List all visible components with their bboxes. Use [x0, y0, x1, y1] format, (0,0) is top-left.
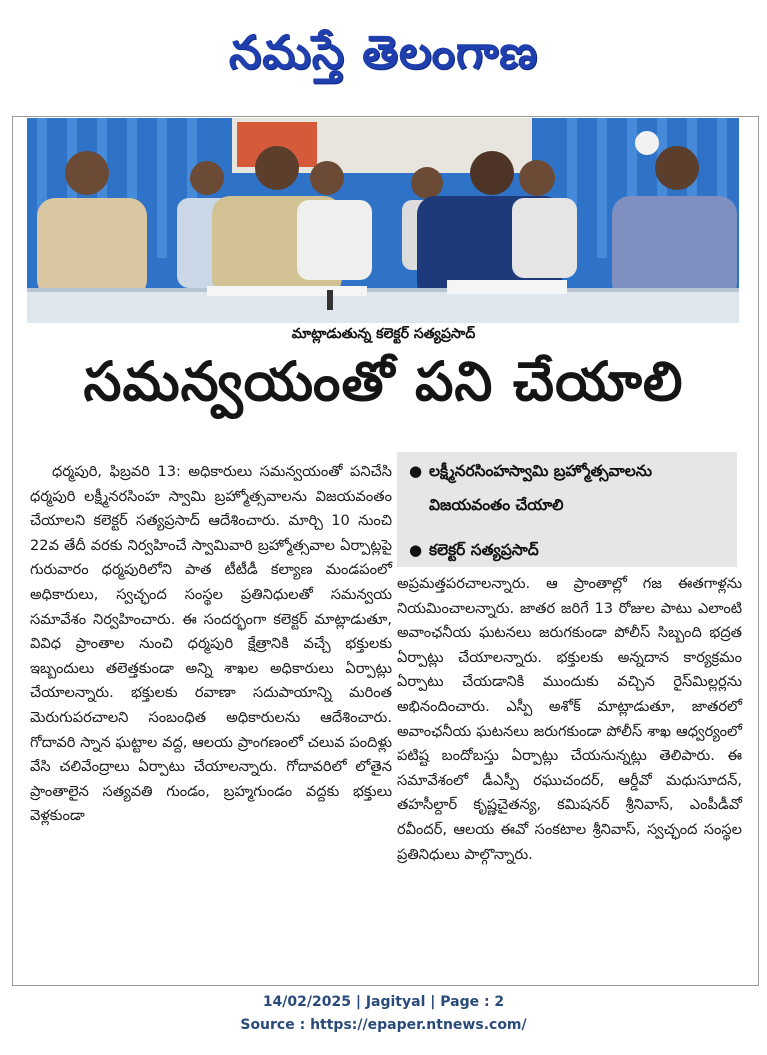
footer-source-line: Source : https://epaper.ntnews.com/ — [240, 1017, 527, 1033]
article-headline: సమన్వయంతో పని చేయాలి — [83, 350, 684, 413]
highlight-line: లక్ష్మీనరసింహస్వామి బ్రహ్మోత్సవాలను — [429, 462, 652, 480]
article-body-left — [30, 460, 392, 829]
footer-date-line: 14/02/2025 | Jagityal | Page : 2 — [262, 994, 505, 1010]
body-left-paragraph: ధర్మపురి, ఫిబ్రవరి 13: అధికారులు సమన్వయంతో పనిచేసి ధర్మపురి లక్ష్మీనరసింహ స్వామి బ్రహ్మోత్సవాలను విజయవంతం చేయాలని కలెక్టర్‌ సత్యప్రసాద్‌ ఆదేశించారు. మార్చి 10 నుంచి 22వ తేదీ వరకు నిర్వహించే స్వామివారి బ్రహ్మోత్సవాల ఏర్పాట్లపై గురువారం ధర్మపురిలోని పాత టీటీడీ కల్యాణ మండపంలో అధికారులు, స్వచ్ఛంద సంస్థల ప్రతినిధులతో సమన్వయ సమావేశం నిర్వహించారు. ఈ సందర్భంగా కలెక్టర్‌ మాట్లాడుతూ, వివిధ ప్రాంతాల నుంచి ధర్మపురి క్షేత్రానికి వచ్చే భక్తులకు ఇబ్బందులు తలెత్తకుండా అన్ని శాఖల అధికారులు ఏర్పాట్లు చేయాలన్నారు. భక్తులకు రవాణా సదుపాయాన్ని మరింత మెరుగుపరచాలని సంబంధిత అధికారులను ఆదేశించారు. గోదావరి స్నాన ఘట్టాల వద్ద, ఆలయ ప్రాంగణంలో చలువ పందిళ్లు వేసి చలివేంద్రాలు ఏర్పాటు చేయాలన్నారు. గోదావరిలో లోతైన ప్రాంతాలైన సత్యవతి గుండం, బ్రహ్మగుండం వద్దకు భక్తులు వెళ్లకుండా — [30, 463, 392, 825]
body-right-paragraph: అప్రమత్తపరచాలన్నారు. ఆ ప్రాంతాల్లో గజ ఈతగాళ్లను నియమించాలన్నారు. జాతర జరిగే 13 రోజుల పాటు ఎలాంటి అవాంఛనీయ ఘటనలు జరుగకుండా పోలీస్‌ సిబ్బంది భద్రత ఏర్పాట్లు చేయాలన్నారు. భక్తులకు అన్నదాన కార్యక్రమం ఏర్పాటు చేయడానికి ముందుకు వచ్చిన రైస్‌మిల్లర్లను అభినందించారు. ఎస్పీ అశోక్‌ మాట్లాడుతూ, జాతరలో అవాంఛనీయ ఘటనలు జరుగకుండా పోలీస్‌ శాఖ ఆధ్వర్యంలో పటిష్ట బందోబస్తు ఏర్పాట్లు చేయనున్నట్లు తెలిపారు. ఈ సమావేశంలో డీఎస్పీ రఘుచందర్‌, ఆర్డీవో మధుసూదన్‌, తహసీల్దార్‌ కృష్ణచైతన్య, కమిషనర్‌ శ్రీనివాస్‌, ఎంపీడీవో రవీందర్‌, ఆలయ ఈవో సంకటాల శ్రీనివాస్‌, స్వచ్ఛంద సంస్థల ప్రతినిధులు పాల్గొన్నారు. — [397, 575, 742, 863]
highlights-box — [397, 452, 737, 567]
highlight-line: కలెక్టర్‌ సత్యప్రసాద్‌ — [429, 541, 539, 559]
masthead — [0, 0, 767, 116]
article-body-right — [397, 572, 742, 867]
meeting-photo-illustration — [27, 118, 739, 323]
bullet-icon: ● — [409, 541, 423, 559]
highlight-line: విజయవంతం చేయాలి — [429, 496, 564, 514]
photo-caption: మాట్లాడుతున్న కలెక్టర్‌ సత్యప్రసాద్‌ — [291, 326, 476, 342]
newspaper-logo: నమస్తే తెలంగాణ — [228, 25, 539, 79]
news-photo — [27, 118, 739, 323]
bullet-icon: ● — [409, 462, 423, 480]
